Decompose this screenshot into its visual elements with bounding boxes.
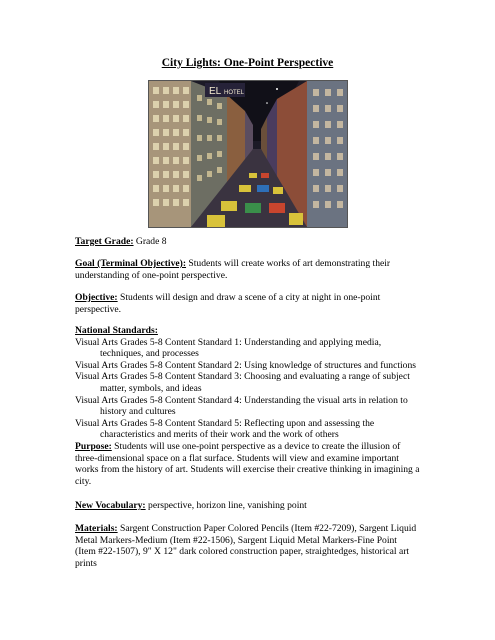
vocabulary-label: New Vocabulary: bbox=[75, 500, 146, 511]
standard-item: Visual Arts Grades 5-8 Content Standard 2: Using knowledge of structures and functions bbox=[75, 359, 417, 371]
vocabulary-section bbox=[75, 500, 420, 512]
standards-label: National Standards: bbox=[75, 325, 158, 336]
standards-section bbox=[75, 325, 420, 441]
standard-item: Visual Arts Grades 5-8 Content Standard 1: Understanding and applying media, techniques, and processes bbox=[75, 336, 382, 360]
artwork-sign-el: EL bbox=[209, 86, 222, 97]
goal-section bbox=[75, 258, 420, 281]
goal-label: Goal (Terminal Objective): bbox=[75, 258, 187, 269]
standard-item: Visual Arts Grades 5-8 Content Standard 4: Understanding the visual arts in relation to history and cultures bbox=[75, 394, 408, 418]
standard-item: Visual Arts Grades 5-8 Content Standard 5: Reflecting upon and assessing the characteristics and merits of their work and the work of others bbox=[75, 417, 375, 441]
target-grade-section bbox=[75, 236, 420, 248]
standard-item: Visual Arts Grades 5-8 Content Standard 3: Choosing and evaluating a range of subject matter, symbols, and ideas bbox=[75, 371, 410, 394]
artwork-drawing bbox=[149, 81, 347, 227]
objective-text: Students will design and draw a scene of a city at night in one-point perspective. bbox=[75, 292, 381, 315]
materials-label: Materials: bbox=[75, 523, 118, 534]
goal-text: Students will create works of art demonstrating their understanding of one-point perspective. bbox=[75, 258, 391, 281]
materials-text: Sargent Construction Paper Colored Pencils (Item #22-7209), Sargent Liquid Metal Markers-Medium (Item #22-1506), Sargent Liquid Metal Markers-Fine Point (Item #22-1507), 9" X 12" dark colored construction paper, straightedges, historical art prints bbox=[75, 523, 417, 569]
page-title: City Lights: One-Point Perspective bbox=[161, 57, 334, 69]
materials-section bbox=[75, 523, 420, 569]
city-lights-artwork bbox=[148, 80, 348, 228]
target-grade-value: Grade 8 bbox=[133, 236, 167, 247]
vocabulary-text: perspective, horizon line, vanishing point bbox=[145, 500, 307, 511]
objective-label: Objective: bbox=[75, 292, 118, 303]
purpose-text: Students will use one-point perspective as a device to create the illusion of three-dimensional space on a flat surface. Students will view and examine important works from the history of art. Students will exercise their creative thinking in imagining a city. bbox=[75, 441, 420, 487]
target-grade-label: Target Grade: bbox=[75, 236, 134, 247]
purpose-label: Purpose: bbox=[75, 441, 112, 452]
artwork-sign-hotel: HOTEL bbox=[224, 90, 245, 96]
objective-section bbox=[75, 292, 420, 315]
purpose-section bbox=[75, 441, 420, 487]
